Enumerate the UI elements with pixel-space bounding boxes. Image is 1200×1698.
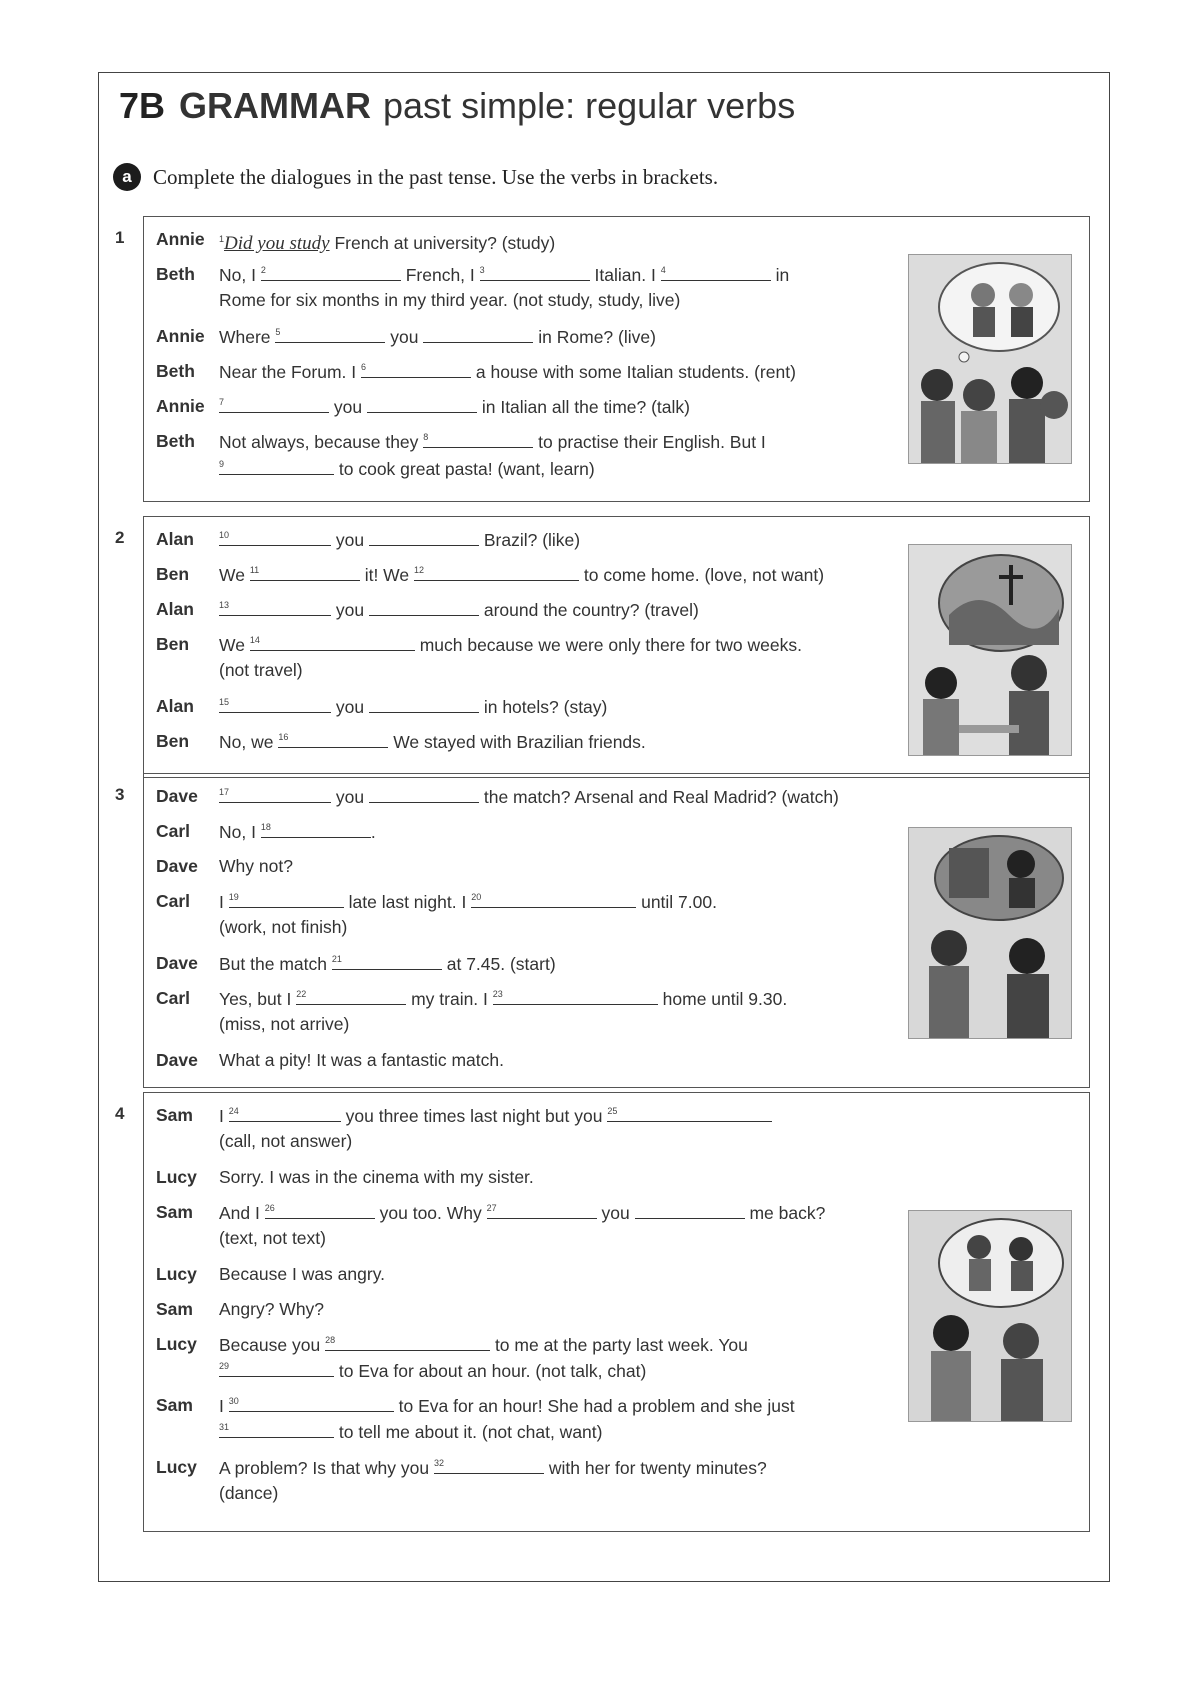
answer-blank[interactable]: [219, 456, 334, 475]
blank-number: 16: [278, 732, 289, 742]
line-text: to come home. (love, not want): [583, 565, 825, 585]
instruction-badge: a: [113, 163, 141, 191]
line-text: Where: [219, 327, 271, 347]
line-text: in Rome? (live): [538, 327, 656, 347]
answer-blank[interactable]: [250, 562, 360, 581]
answer-blank[interactable]: [261, 819, 371, 838]
speaker: Lucy: [156, 1457, 197, 1477]
answer-blank[interactable]: [325, 1332, 490, 1351]
line-text: Rome for six months in my third year. (not study, study, live): [219, 290, 681, 310]
line-text: Italian. I: [594, 265, 656, 285]
line-text: We: [219, 635, 245, 655]
line-text: Near the Forum. I: [219, 362, 357, 382]
answer-blank[interactable]: [278, 729, 388, 748]
answer-blank[interactable]: [219, 694, 331, 713]
blank-number: 19: [228, 892, 239, 902]
line-text: .: [370, 822, 376, 842]
line-text: Sorry. I was in the cinema with my sister.: [219, 1167, 534, 1187]
line-text: me back?: [749, 1203, 826, 1223]
blank-number: 27: [486, 1203, 497, 1213]
blank-number: 12: [413, 565, 424, 575]
line-text: (call, not answer): [219, 1131, 353, 1151]
exercise-number: 4: [115, 1104, 125, 1123]
speaker: Dave: [156, 953, 198, 973]
blank-number: 3: [479, 265, 485, 275]
line-text: French at university? (study): [334, 232, 556, 253]
speaker: Annie: [156, 326, 205, 346]
speaker: Beth: [156, 431, 195, 451]
line-text: it! We: [364, 565, 410, 585]
line-text: No, I: [219, 265, 256, 285]
answer-blank[interactable]: [369, 527, 479, 546]
answer-blank[interactable]: [493, 986, 658, 1005]
line-text: home until 9.30.: [662, 989, 788, 1009]
blank-number: 25: [607, 1106, 618, 1116]
line-text: you: [333, 397, 363, 417]
line-text: We: [219, 565, 245, 585]
illustration-students: [908, 254, 1072, 464]
blank-number: 14: [249, 635, 260, 645]
line-text: in: [775, 265, 790, 285]
blank-number: 4: [660, 265, 666, 275]
answer-blank[interactable]: [229, 889, 344, 908]
line-text: (dance): [219, 1483, 279, 1503]
line-text: much because we were only there for two weeks.: [419, 635, 802, 655]
blank-number: 23: [492, 989, 503, 999]
speaker: Dave: [156, 1050, 198, 1070]
answer-blank[interactable]: [369, 784, 479, 803]
blank-number: 10: [219, 530, 230, 540]
line-text: with her for twenty minutes?: [548, 1458, 767, 1478]
line-text: Why not?: [219, 856, 293, 876]
line-text: No, I: [219, 822, 256, 842]
answer-blank[interactable]: [661, 262, 771, 281]
illustration-brazil: [908, 544, 1072, 756]
speaker: Dave: [156, 856, 198, 876]
answer-blank[interactable]: [434, 1455, 544, 1474]
line-text: (text, not text): [219, 1228, 326, 1248]
line-text: Brazil? (like): [483, 530, 581, 550]
blank-number: 28: [325, 1335, 336, 1345]
blank-number: 31: [219, 1422, 230, 1432]
answer-blank[interactable]: [219, 1358, 334, 1377]
line-text: you: [335, 787, 365, 807]
answer-blank[interactable]: [369, 597, 479, 616]
answer-blank[interactable]: [487, 1200, 597, 1219]
illustration-party: [908, 1210, 1072, 1422]
answer-blank[interactable]: [423, 324, 533, 343]
answer-blank[interactable]: [332, 951, 442, 970]
blank-number: 8: [423, 432, 429, 442]
answer-blank[interactable]: [219, 527, 331, 546]
answer-blank[interactable]: [607, 1103, 772, 1122]
line-text: I: [219, 892, 224, 912]
line-text: late last night. I: [348, 892, 467, 912]
line-text: you: [335, 530, 365, 550]
answer-blank[interactable]: [296, 986, 406, 1005]
speaker: Dave: [156, 786, 198, 806]
speaker: Carl: [156, 891, 191, 911]
speaker: Sam: [156, 1105, 193, 1125]
answer-blank[interactable]: [219, 597, 331, 616]
speaker: Alan: [156, 529, 194, 549]
line-text: a house with some Italian students. (rent): [475, 362, 796, 382]
speaker: Beth: [156, 361, 195, 381]
blank-number: 15: [219, 697, 230, 707]
blank-number: 2: [260, 265, 266, 275]
blank-number: 18: [260, 822, 271, 832]
speaker: Ben: [156, 731, 190, 751]
speaker: Ben: [156, 564, 190, 584]
answer-blank[interactable]: [261, 262, 401, 281]
line-text: But the match: [219, 954, 327, 974]
speaker: Sam: [156, 1202, 193, 1222]
line-text: to Eva for an hour! She had a problem and she just: [398, 1396, 795, 1416]
exercise-box-1: [143, 216, 1090, 502]
exercise-box-2: [143, 516, 1090, 778]
line-text: you three times last night but you: [345, 1106, 603, 1126]
line-text: Because you: [219, 1335, 321, 1355]
topic-label: past simple: regular verbs: [383, 85, 796, 126]
answer-blank[interactable]: [635, 1200, 745, 1219]
blank-number: 13: [219, 600, 230, 610]
line-text: to tell me about it. (not chat, want): [338, 1422, 603, 1442]
line-text: at 7.45. (start): [446, 954, 556, 974]
answer-blank[interactable]: [471, 889, 636, 908]
worksheet: [98, 72, 1110, 1582]
line-text: A problem? Is that why you: [219, 1458, 430, 1478]
line-text: to cook great pasta! (want, learn): [338, 459, 595, 479]
illustration-phone-call: [908, 827, 1072, 1039]
line-text: Because I was angry.: [219, 1264, 386, 1284]
line-text: I: [219, 1106, 224, 1126]
line-text: in Italian all the time? (talk): [481, 397, 690, 417]
blank-number: 21: [331, 954, 342, 964]
blank-number: 30: [228, 1396, 239, 1406]
example-answer: Did you study: [224, 232, 330, 254]
answer-blank[interactable]: [219, 394, 329, 413]
line-text: you: [335, 600, 365, 620]
exercise-number: 1: [115, 228, 125, 247]
blank-number: 9: [219, 459, 225, 469]
answer-blank[interactable]: [229, 1393, 394, 1412]
answer-blank[interactable]: [219, 784, 331, 803]
line-text: you: [390, 327, 419, 347]
exercise-number: 2: [115, 528, 125, 547]
speaker: Carl: [156, 821, 191, 841]
line-text: No, we: [219, 732, 274, 752]
answer-blank[interactable]: [265, 1200, 375, 1219]
blank-number: 17: [219, 787, 230, 797]
blank-number: 29: [219, 1361, 230, 1371]
line-text: my train. I: [411, 989, 488, 1009]
answer-blank[interactable]: [367, 394, 477, 413]
blank-number: 6: [361, 362, 367, 372]
answer-blank[interactable]: [219, 1419, 334, 1438]
blank-number: 5: [275, 327, 281, 337]
answer-blank[interactable]: [275, 324, 385, 343]
answer-blank[interactable]: [229, 1103, 341, 1122]
answer-blank[interactable]: [361, 359, 471, 378]
line-text: you: [601, 1203, 630, 1223]
line-text: (work, not finish): [219, 917, 348, 937]
blank-number: 1: [219, 234, 225, 244]
blank-number: 11: [249, 565, 260, 575]
speaker: Lucy: [156, 1167, 197, 1187]
speaker: Annie: [156, 396, 205, 416]
line-text: (not travel): [219, 660, 303, 680]
page-title: [119, 85, 795, 127]
line-text: around the country? (travel): [483, 600, 699, 620]
section-label: GRAMMAR: [179, 85, 372, 126]
line-text: you: [335, 697, 365, 717]
blank-number: 24: [228, 1106, 239, 1116]
blank-number: 7: [219, 397, 225, 407]
answer-blank[interactable]: [369, 694, 479, 713]
blank-number: 32: [434, 1458, 445, 1468]
line-text: the match? Arsenal and Real Madrid? (watch): [483, 787, 839, 807]
line-text: Angry? Why?: [219, 1299, 325, 1319]
answer-blank[interactable]: [250, 632, 415, 651]
speaker: Sam: [156, 1299, 193, 1319]
speaker: Carl: [156, 988, 191, 1008]
speaker: Sam: [156, 1395, 193, 1415]
exercise-number: 3: [115, 785, 125, 804]
blank-number: 20: [471, 892, 482, 902]
exercise-box-4: [143, 1092, 1090, 1532]
unit-code: 7B: [119, 85, 166, 126]
line-text: you too. Why: [379, 1203, 482, 1223]
speaker: Alan: [156, 696, 194, 716]
instruction: [113, 163, 718, 191]
instruction-text: Complete the dialogues in the past tense. Use the verbs in brackets.: [153, 164, 719, 189]
line-text: (miss, not arrive): [219, 1014, 350, 1034]
line-text: until 7.00.: [641, 892, 717, 912]
speaker: Beth: [156, 264, 195, 284]
answer-blank[interactable]: [414, 562, 579, 581]
speaker: Ben: [156, 634, 190, 654]
line-text: Not always, because they: [219, 432, 419, 452]
blank-number: 26: [264, 1203, 275, 1213]
answer-blank[interactable]: [480, 262, 590, 281]
line-text: I: [219, 1396, 224, 1416]
line-text: to practise their English. But I: [538, 432, 766, 452]
speaker: Annie: [156, 229, 205, 249]
line-text: to Eva for about an hour. (not talk, chat): [338, 1361, 647, 1381]
line-text: We stayed with Brazilian friends.: [393, 732, 646, 752]
line-text: And I: [219, 1203, 260, 1223]
line-text: in hotels? (stay): [483, 697, 608, 717]
answer-blank[interactable]: [423, 429, 533, 448]
speaker: Lucy: [156, 1264, 197, 1284]
blank-number: 22: [296, 989, 307, 999]
speaker: Alan: [156, 599, 194, 619]
line-text: French, I: [405, 265, 475, 285]
exercise-box-3: [143, 773, 1090, 1088]
line-text: What a pity! It was a fantastic match.: [219, 1050, 504, 1070]
speaker: Lucy: [156, 1334, 197, 1354]
line-text: Yes, but I: [219, 989, 292, 1009]
line-text: to me at the party last week. You: [494, 1335, 748, 1355]
